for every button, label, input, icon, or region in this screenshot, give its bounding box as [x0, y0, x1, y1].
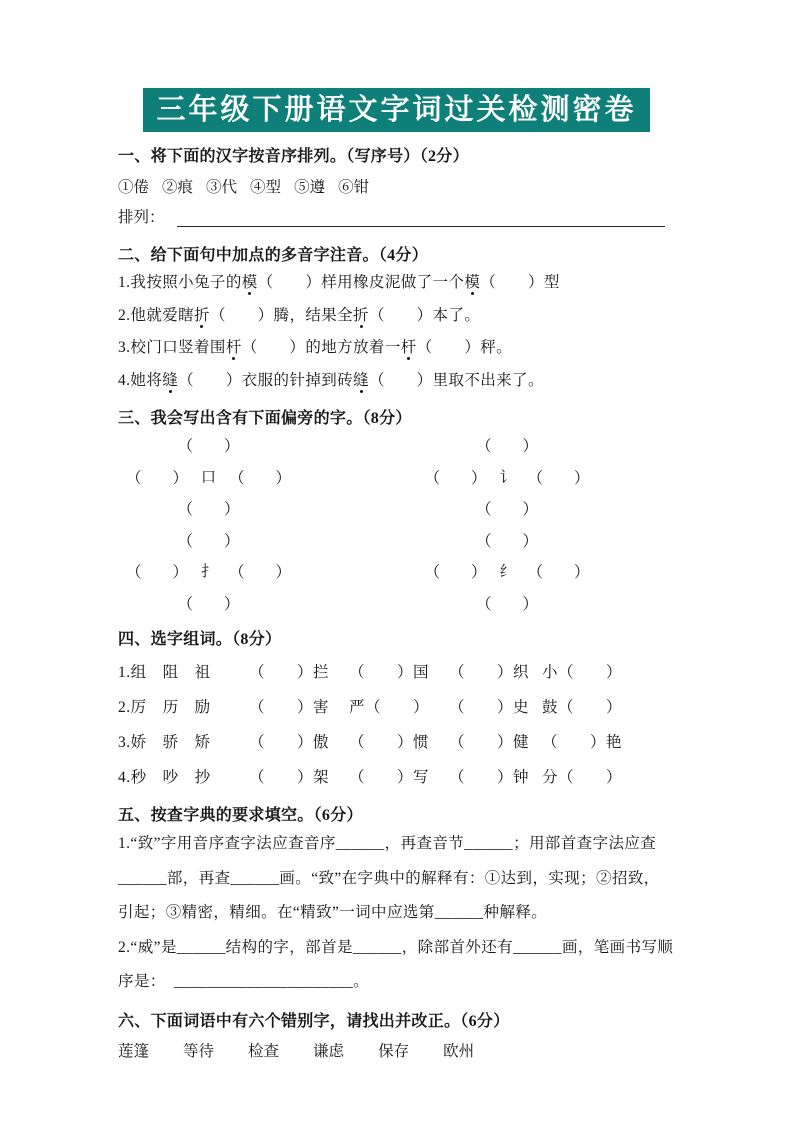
sentence-text: （ ）腾，结果全: [209, 306, 354, 324]
dictionary-question-2: 2.“威”是______结构的字，部首是______，除部首外还有______画，笔画书写顺序是： ______________________。: [118, 938, 674, 990]
radical-middle-row: [126, 557, 291, 589]
exam-title: 三年级下册语文字词过关检测密卷: [143, 88, 649, 132]
section-4-heading: 四、选字组词。（8分）: [118, 631, 282, 648]
word-slot: （ ）健: [449, 734, 530, 751]
section-6-heading: 六、下面词语中有六个错别字，请找出并改正。（6分）: [118, 1012, 510, 1030]
sentence-text: （ ）秤。: [416, 339, 513, 356]
char-item-6: ⑥钳: [338, 179, 370, 196]
dotted-char: 杆: [400, 339, 417, 356]
word-slot: （ ）艳: [542, 734, 623, 751]
blank-parens: （ ）: [229, 564, 292, 581]
answer-label: 排列：: [118, 209, 165, 226]
blank-parens: （ ）: [476, 438, 539, 455]
typo-word-4: 谦虑: [313, 1042, 345, 1060]
typo-word-3: 检查: [248, 1042, 280, 1060]
char-item-5: ⑤遵: [294, 179, 326, 196]
choice-chars: 4.秒 吵 抄: [118, 769, 211, 786]
radical-middle-row: [126, 463, 291, 495]
polyphone-sentence-3: [118, 332, 675, 365]
word-choice-row-4: [118, 760, 675, 795]
section-3-heading: 三、我会写出含有下面偏旁的字。（8分）: [118, 410, 412, 427]
section-1-heading: 一、将下面的汉字按音序排列。（写序号）（2分）: [118, 148, 469, 165]
blank-parens: （ ）: [424, 564, 487, 581]
typo-word-list: [118, 1036, 675, 1067]
radical-shou: 扌: [201, 564, 217, 580]
blank-parens: （ ）: [229, 469, 292, 487]
blank-parens: （ ）: [126, 564, 189, 581]
dotted-char: 杆: [225, 339, 242, 356]
radical-group-shou: [126, 526, 291, 621]
blank-parens: （ ）: [177, 438, 240, 455]
typo-word-5: 保存: [378, 1042, 410, 1060]
blank-parens: （ ）: [476, 532, 539, 550]
section-1-char-list: [118, 172, 675, 203]
radical-middle-row: [425, 557, 590, 589]
polyphone-sentence-1: [118, 267, 675, 300]
sentence-text: （ ）样用橡皮泥做了一个: [257, 274, 465, 291]
word-choice-row-3: [118, 725, 675, 760]
radical-yan: 讠: [499, 469, 515, 486]
radical-middle-row: [425, 463, 590, 495]
word-slot: （ ）织: [449, 664, 530, 681]
word-slot: 分（ ）: [542, 769, 623, 786]
blank-above: [126, 431, 291, 463]
word-slot: （ ）傲: [249, 734, 330, 751]
polyphone-sentence-2: [118, 300, 675, 333]
typo-word-2: 等待: [183, 1042, 215, 1060]
sentence-text: 4.她将: [118, 371, 163, 389]
sentence-text: （ ）衣服的针掉到砖: [178, 371, 354, 389]
sentence-text: （ ）型: [480, 274, 560, 291]
polyphone-sentence-4: [118, 365, 675, 398]
word-choice-row-1: [118, 655, 675, 690]
typo-word-6: 欧州: [443, 1042, 475, 1060]
sentence-text: （ ）里取不出来了。: [368, 371, 544, 389]
blank-below: [425, 494, 590, 526]
word-slot: （ ）害: [249, 699, 330, 716]
word-slot: （ ）钟: [449, 769, 530, 786]
blank-parens: （ ）: [177, 532, 240, 550]
blank-parens: （ ）: [527, 564, 590, 581]
word-slot: （ ）架: [249, 769, 330, 786]
radical-kou: 口: [201, 469, 217, 486]
blank-parens: （ ）: [177, 501, 240, 518]
word-slot: （ ）拦: [249, 664, 330, 681]
blank-parens: （ ）: [476, 595, 539, 613]
sentence-text: （ ）的地方放着一: [241, 339, 401, 356]
typo-word-1: 莲篷: [118, 1042, 150, 1060]
word-slot: （ ）写: [349, 769, 430, 786]
dotted-char: 缝: [353, 371, 369, 389]
blank-above: [425, 431, 590, 463]
char-item-3: ③代: [206, 179, 238, 196]
blank-above: [126, 526, 291, 558]
section-2-heading: 二、给下面句中加点的多音字注音。（4分）: [118, 247, 429, 264]
sentence-text: 1.我按照小兔子的: [118, 274, 242, 291]
char-item-4: ④型: [250, 179, 282, 196]
blank-below: [126, 589, 291, 621]
radical-group-yan: [425, 431, 590, 526]
choice-chars: 3.娇 骄 矫: [118, 734, 211, 751]
word-slot: （ ）史: [449, 699, 530, 716]
blank-parens: （ ）: [476, 501, 539, 518]
dotted-char: 模: [241, 274, 258, 291]
dotted-char: 模: [464, 274, 481, 291]
word-slot: 小（ ）: [542, 664, 623, 681]
section-5-heading: 五、按查字典的要求填空。（6分）: [118, 807, 363, 824]
radical-group-kou: [126, 431, 291, 526]
radical-si: 纟: [499, 564, 515, 580]
sentence-text: 2.他就爱瞎: [118, 306, 195, 324]
choice-chars: 1.组 阻 祖: [118, 664, 211, 681]
blank-parens: （ ）: [424, 469, 487, 487]
section-1-answer-row: [118, 204, 675, 231]
answer-blank-line: [177, 209, 665, 227]
blank-parens: （ ）: [527, 469, 590, 487]
char-item-1: ①倦: [118, 179, 150, 196]
blank-above: [425, 526, 590, 558]
word-slot: 鼓（ ）: [542, 699, 623, 716]
dotted-char: 折: [353, 306, 369, 324]
word-choice-exercise: [118, 655, 675, 795]
word-slot: 严（ ）: [349, 699, 430, 716]
dotted-char: 缝: [162, 371, 179, 389]
char-item-2: ②痕: [162, 179, 194, 196]
blank-below: [126, 494, 291, 526]
radical-group-si: [425, 526, 590, 621]
radical-exercise-grid: [118, 431, 675, 620]
blank-below: [425, 589, 590, 621]
dotted-char: 折: [194, 306, 210, 324]
sentence-text: （ ）本了。: [368, 306, 481, 324]
word-choice-row-2: [118, 690, 675, 725]
word-slot: （ ）国: [349, 664, 430, 681]
sentence-text: 3.校门口竖着围: [118, 339, 226, 356]
blank-parens: （ ）: [126, 469, 189, 487]
dictionary-question-1: 1.“致”字用音序查字法应查音序______，再查音节______；用部首查字法应查______部，再查______画。“致”在字典中的解释有：①达到，实现；②招致，引起；③精密，精细。在“精致”一词中应选第______种解释。: [118, 835, 660, 921]
word-slot: （ ）惯: [349, 734, 430, 751]
choice-chars: 2.厉 历 励: [118, 699, 211, 716]
blank-parens: （ ）: [177, 595, 240, 613]
